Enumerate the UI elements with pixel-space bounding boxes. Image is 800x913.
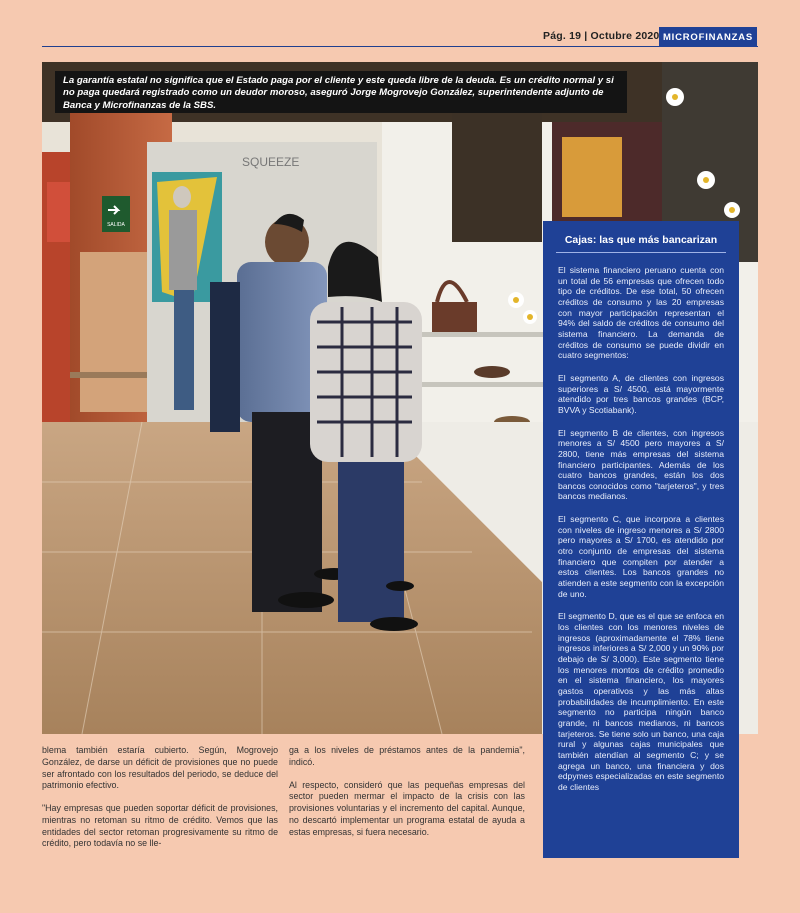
sidebar-paragraph: El segmento C, que incorpora a clientes con niveles de ingreso menores a S/ 2800 pero mayores a S/ 1700, es atendido por otro conjunto de empresas del sistema financiero que compiten por atender a estos clientes. Los bancos grandes no atienden a este segmento con la excepción de uno. [558,514,724,599]
page-number: Pág. 19 | Octubre 2020 [543,30,660,42]
article-paragraph: Al respecto, consideró que las pequeñas empresas del sector pueden mermar el impacto de la crisis con las provisiones voluntarias y el incremento del capital. Aunque, no descartó implementar un programa estatal de ayuda a estas empresas, si fuera necesario. [289,779,525,837]
article-paragraph: ga a los niveles de préstamos antes de la pandemia", indicó. [289,745,525,767]
sidebar-divider [556,252,726,253]
header-rule [42,46,758,47]
sidebar-paragraph: El sistema financiero peruano cuenta con un total de 56 empresas que ofrecen todo tipo de créditos. De ese total, 50 ofrecen créditos de consumo y las 20 empresas con mayor participación representan el 94% del saldo de créditos de consumo del sistema financiero. La demanda de créditos de consumo se puede dividir en cuatro segmentos: [558,265,724,361]
sidebar-box [543,221,739,858]
article-column-2 [289,745,525,849]
sidebar-paragraph: El segmento B de clientes, con ingresos menores a S/ 4500 pero mayores a S/ 2800, tiene más empresas del sistema financiero participantes. Además de los cuatro bancos grandes, están los dos bancos conocidos como "tarjeteros", y tres bancos medianos. [558,427,724,502]
exit-sign-label: SALIDA [107,222,125,228]
sidebar-paragraph: El segmento A, de clientes con ingresos superiores a S/ 4500, está mayormente atendido por tres bancos grandes (BCP, BVVA y Scotiabank). [558,372,724,415]
section-badge: MICROFINANZAS [659,27,757,47]
sidebar-title: Cajas: las que más bancarizan [564,234,718,246]
photo-caption: La garantía estatal no significa que el Estado paga por el cliente y este queda libre de la deuda. Es un crédito normal y si no paga quedará registrado como un deudor moroso, aseguró Jorge Mogrovejo González, superintendente adjunto de Banca y Microfinanzas de la SBS. [55,71,627,113]
store-sign: SQUEEZE [242,155,300,169]
article-paragraph: blema también estaría cubierto. Según, Mogrovejo González, de darse un déficit de provisiones que no puede ser afrontado con los resultados del periodo, se deduce del patrimonio efectivo. [42,745,278,791]
sidebar-paragraph: El segmento D, que es el que se enfoca en los clientes con los menores niveles de ingresos (aproximadamente el 78% tiene ingresos inferiores a S/ 2,000 y un 90% por debajo de S/ 3,000). Este segmento tiene los menores montos de crédito promedio en el sistema financiero, los mayores gastos operativos y las más altas probabilidades de incumplimiento. En este segmento no participa ningún banco grande, ni bancos medianos, ni bancos tarjeteros. Se tiene solo un banco, una caja rural y algunas cajas municipales que también atendían al segmento C; y se agrega un banco, una financiera y dos edpymes especializadas en este segmento de clientes [558,611,724,792]
article-column-1 [42,745,278,861]
article-paragraph: "Hay empresas que pueden soportar déficit de provisiones, mientras no retoman su ritmo de crédito. Vemos que las entidades del sector retoman progresivamente su ritmo de crédito, pero todavía no se lle- [42,803,278,849]
